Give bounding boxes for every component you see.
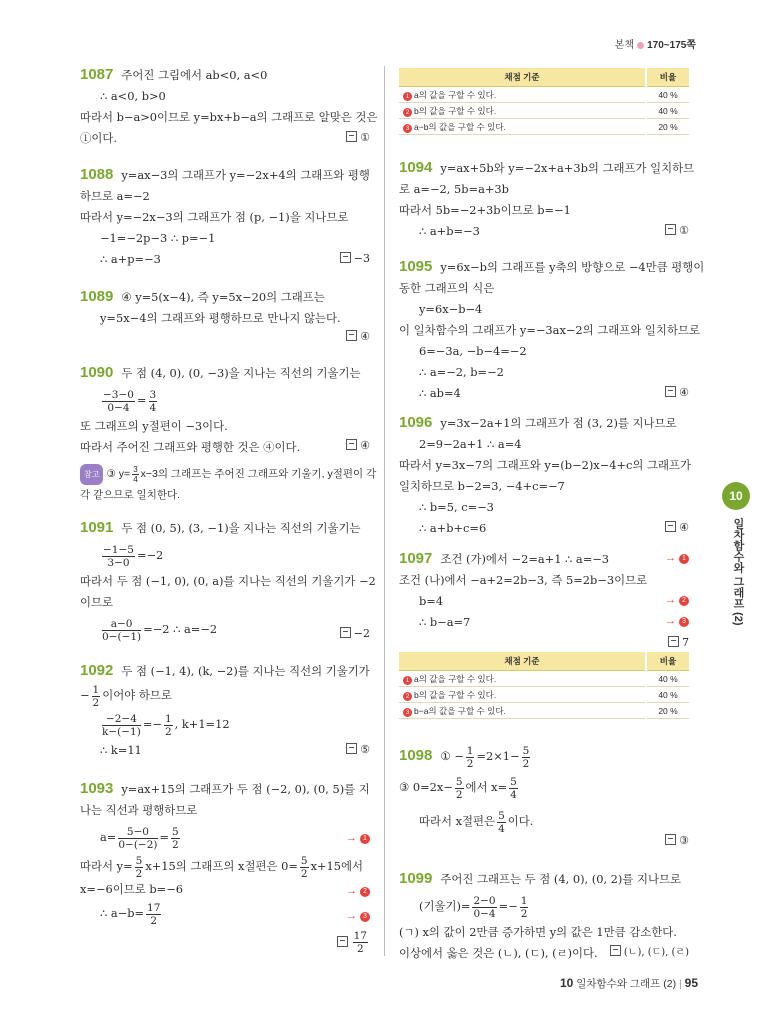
problem-1098: 1098 ① − $\frac{1}{2}$ =2×1− $\frac{5}{2}$ ③ 0=2x− $\frac{5}{2}$ 에서 x= $\frac{5}{4}$ 따라서 x절편은 $\frac{5}{4}$ 이다. ③: [399, 742, 689, 838]
line: y=ax+5b와 y=−2x+a+3b의 그래프가 일치하므: [440, 161, 695, 175]
line: y=3x−2a+1의 그래프가 점 (3, 2)를 지나므로: [440, 416, 677, 430]
answer: ③: [665, 830, 689, 851]
line: ∴ b=5, c=−3: [419, 500, 494, 514]
book-label: 본책: [614, 40, 635, 51]
line: 두 점 (−1, 4), (k, −2)를 지나는 직선의 기울기가: [121, 664, 370, 678]
problem-1090: [80, 362, 377, 506]
line: y=ax−3의 그래프가 y=−2x+4의 그래프와 평행: [121, 168, 370, 182]
line: −1=−2p−3 ∴ p=−1: [100, 231, 216, 245]
answer: ④: [665, 382, 689, 403]
answer-icon: [665, 224, 676, 235]
page-footer: 10 일차함수와 그래프 (2) | 95: [559, 976, 698, 990]
footer-chapter: 10: [559, 976, 574, 990]
problem-number: 1089: [80, 288, 114, 305]
footer-title: 일차함수와 그래프 (2): [576, 978, 677, 990]
answer-icon: [346, 439, 357, 450]
answer: $\frac{17}{2}$: [337, 930, 370, 955]
problem-number: 1096: [399, 414, 433, 431]
answer-icon: [346, 131, 357, 142]
problem-number: 1098: [399, 747, 433, 764]
problem-number: 1097: [399, 550, 433, 567]
problem-1087: [80, 64, 378, 149]
line: 따라서 y=3x−7의 그래프와 y=(b−2)x−4+c의 그래프가: [399, 458, 692, 472]
problem-1093: [80, 778, 370, 955]
step-marker: → 1: [346, 828, 370, 849]
line: 조건 (나)에서 −a+2=2b−3, 즉 5=2b−3이므로: [399, 573, 648, 587]
fraction-line: (기울기)= $\frac{2-0}{0-4}$ =− $\frac{1}{2}$: [419, 894, 528, 920]
rubric-header: 채점 기준: [399, 68, 646, 87]
page-header: [615, 36, 696, 51]
answer-icon: [665, 521, 676, 532]
answer-icon: [665, 834, 676, 845]
line: 6=−3a, −b−4=−2: [419, 344, 527, 358]
line: 이 일차함수의 그래프가 y=−3ax−2의 그래프와 일치하므로: [399, 323, 700, 337]
page-number: 95: [684, 976, 698, 990]
column-divider: [384, 66, 385, 956]
note: 참고 ③ y= $\frac{3}{4}$ x−3의 그래프는 주어진 그래프와 기울기, y절편이 각: [80, 464, 370, 485]
chapter-title: 일차함수와 그래프 (2): [732, 518, 744, 626]
line: 따라서 5b=−2+3b이므로 b=−1: [399, 203, 571, 217]
answer-icon: [346, 743, 357, 754]
line: 두 점 (0, 5), (3, −1)을 지나는 직선의 기울기는: [121, 521, 361, 535]
fraction-line: $\frac{-3-0}{0-4}$ = $\frac{3}{4}$: [103, 388, 157, 414]
line: 주어진 그림에서 ab<0, a<0: [121, 68, 268, 82]
line: 이상에서 옳은 것은 (ㄴ), (ㄷ), (ㄹ)이다.: [399, 946, 598, 960]
answer-icon: [337, 936, 348, 947]
answer: ⑤: [346, 739, 370, 760]
line: 따라서 b−a>0이므로 y=bx+b−a의 그래프로 알맞은 것은: [80, 110, 378, 124]
answer: ①: [346, 127, 370, 148]
line: 조건 (가)에서 −2=a+1 ∴ a=−3: [440, 552, 610, 566]
note-line: 각 같으므로 일치한다.: [80, 489, 181, 501]
table-row: 3 a−b의 값을 구할 수 있다. 20 %: [399, 119, 689, 135]
answer-icon: [346, 330, 357, 341]
line: ∴ a=−2, b=−2: [419, 365, 504, 379]
problem-1089: [80, 286, 370, 343]
answer: ④: [346, 326, 370, 347]
line: (ㄱ) x의 값이 2만큼 증가하면 y의 값은 1만큼 감소한다.: [399, 925, 677, 939]
answer: 7: [668, 632, 689, 653]
answer: ④: [346, 435, 370, 456]
line: b=4: [419, 594, 444, 608]
answer-icon: [610, 945, 621, 956]
problem-1097: [399, 548, 689, 649]
line: 주어진 그래프는 두 점 (4, 0), (0, 2)를 지나므로: [440, 872, 682, 886]
line: 또 그래프의 y절편이 −3이다.: [80, 419, 228, 433]
line: ④ y=5(x−4), 즉 y=5x−20의 그래프는: [121, 290, 325, 304]
answer-icon: [340, 252, 351, 263]
table-row: 1 a의 값을 구할 수 있다. 40 %: [399, 87, 689, 103]
problem-number: 1099: [399, 870, 433, 887]
rubric-header: 비율: [646, 68, 689, 87]
line: y=ax+15의 그래프가 두 점 (−2, 0), (0, 5)를 지: [121, 782, 370, 796]
fraction-line: $\frac{-2-4}{k-(-1)}$ =− $\frac{1}{2}$ , k+1=12: [102, 712, 230, 738]
problem-number: 1091: [80, 519, 114, 536]
step-marker: → 3: [665, 611, 689, 632]
problem-1088: [80, 164, 370, 270]
line: y=6x−b의 그래프를 y축의 방향으로 −4만큼 평행이: [440, 260, 705, 274]
line: 나는 직선과 평행하므로: [80, 803, 198, 817]
rubric-table: [399, 652, 689, 719]
fraction-line: a= $\frac{5-0}{0-(-2)}$ = $\frac{5}{2}$: [100, 825, 179, 851]
answer-icon: [340, 627, 351, 638]
line: ∴ b−a=7: [419, 615, 471, 629]
chapter-number: 10: [722, 482, 750, 510]
table-row: 2 b의 값을 구할 수 있다. 40 %: [399, 103, 689, 119]
line: 로 a=−2, 5b=a+3b: [399, 182, 509, 196]
line: 따라서 y=−2x−3의 그래프가 점 (p, −1)을 지나므로: [80, 210, 349, 224]
problem-number: 1093: [80, 780, 114, 797]
line: 하므로 a=−2: [80, 189, 150, 203]
problem-number: 1090: [80, 364, 114, 381]
line: 두 점 (4, 0), (0, −3)을 지나는 직선의 기울기는: [121, 366, 361, 380]
line: 동한 그래프의 식은: [399, 281, 495, 295]
step-marker: → 3: [346, 906, 370, 927]
line: ①이다.: [80, 131, 118, 145]
line: ③ 0=2x− $\frac{5}{2}$ 에서 x= $\frac{5}{4}$: [399, 775, 517, 801]
line: 2=9−2a+1 ∴ a=4: [419, 437, 522, 451]
line: ∴ a<0, b>0: [100, 89, 166, 103]
fraction-line: $\frac{a-0}{0-(-1)}$ =−2 ∴ a=−2: [102, 617, 218, 643]
problem-number: 1094: [399, 159, 433, 176]
answer: ④: [665, 517, 689, 538]
answer-icon: [668, 636, 679, 647]
line: ∴ k=11: [100, 743, 142, 757]
line: 이므로: [80, 595, 114, 609]
answer: (ㄴ), (ㄷ), (ㄹ): [610, 942, 689, 963]
problem-1099: [399, 868, 689, 964]
line: ∴ ab=4: [419, 386, 461, 400]
line: − $\frac{1}{2}$ 이어야 하므로: [80, 683, 172, 709]
answer: ①: [665, 220, 689, 241]
fraction-line: $\frac{-1-5}{3-0}$ =−2: [103, 543, 164, 569]
rubric-table: [399, 68, 689, 135]
note-badge: 참고: [80, 464, 103, 485]
problem-1096: [399, 412, 692, 539]
table-row: 2 b의 값을 구할 수 있다. 40 %: [399, 687, 689, 703]
line: 따라서 y= $\frac{5}{2}$ x+15의 그래프의 x절편은 0= $\frac{5}{2}$ x+15에서: [80, 854, 364, 880]
line: 따라서 두 점 (−1, 0), (0, a)를 지나는 직선의 기울기가 −2: [80, 574, 376, 588]
step-marker: → 2: [346, 881, 370, 902]
line: y=5x−4의 그래프와 평행하므로 만나지 않는다.: [100, 311, 341, 325]
line: 일치하므로 b−2=3, −4+c=−7: [399, 479, 565, 493]
line: x=−6이므로 b=−6: [80, 882, 184, 896]
chapter-side-tab: [718, 480, 758, 650]
circle-icon: [637, 42, 644, 49]
line: 따라서 x절편은 $\frac{5}{4}$ 이다.: [419, 809, 534, 835]
answer: −2: [340, 623, 370, 644]
answer: −3: [340, 248, 370, 269]
problem-number: 1095: [399, 258, 433, 275]
rubric-header: 채점 기준: [399, 652, 646, 671]
problem-1091: [80, 517, 376, 645]
problem-number: 1088: [80, 166, 114, 183]
line: ∴ a+b=−3: [419, 224, 480, 238]
problem-number: 1092: [80, 662, 114, 679]
table-row: 1 a의 값을 구할 수 있다. 40 %: [399, 671, 689, 687]
answer-icon: [665, 386, 676, 397]
line: ∴ a+b+c=6: [419, 521, 487, 535]
problem-1092: [80, 660, 370, 761]
problem-1095: [399, 256, 705, 404]
line: ∴ a+p=−3: [100, 252, 161, 266]
page-range: 170~175쪽: [647, 40, 696, 51]
step-marker: → 1: [665, 548, 689, 569]
problem-number: 1087: [80, 66, 114, 83]
table-row: 3 b−a의 값을 구할 수 있다. 20 %: [399, 703, 689, 719]
line: 따라서 주어진 그래프와 평행한 것은 ④이다.: [80, 440, 301, 454]
line: y=6x−b−4: [419, 302, 483, 316]
line: ∴ a−b= $\frac{17}{2}$: [100, 901, 161, 927]
step-marker: → 2: [665, 590, 689, 611]
problem-1094: [399, 157, 695, 242]
rubric-header: 비율: [646, 652, 689, 671]
